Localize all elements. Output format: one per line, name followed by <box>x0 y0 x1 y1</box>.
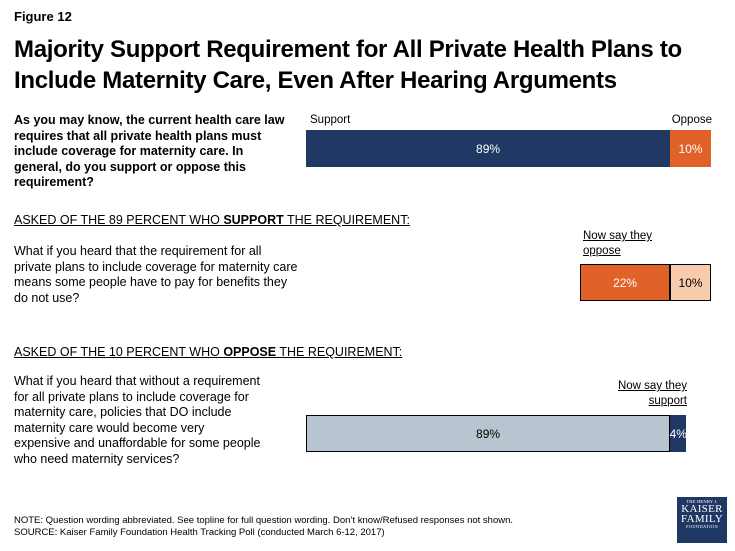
bar-now-support <box>670 415 686 452</box>
section-header-oppose-pre: ASKED OF THE 10 PERCENT WHO <box>14 345 224 359</box>
now-support-label <box>618 379 687 409</box>
bar-oppose <box>670 130 711 167</box>
now-oppose-label-line1: Now say they <box>583 230 653 242</box>
now-oppose-label-line2: oppose <box>583 245 621 257</box>
legend-oppose-label: Oppose <box>671 114 712 126</box>
note-text: NOTE: Question wording abbreviated. See topline for full question wording. Don’t know/Refused responses not shown. <box>14 515 514 526</box>
section-header-oppose <box>14 345 402 359</box>
kff-logo <box>677 497 727 543</box>
bar-still-support-label: 89% <box>476 426 501 441</box>
logo-line-3: FAMILY <box>680 513 724 525</box>
section-header-support-bold: SUPPORT <box>223 213 284 227</box>
bar-now-support-label: 4% <box>669 426 687 441</box>
bar-still-support <box>306 415 670 452</box>
chart-title: Majority Support Requirement for All Private Health Plans to Include Maternity Care, Even After Hearing Arguments <box>14 36 682 94</box>
legend-support-label: Support <box>310 114 351 126</box>
now-oppose-label <box>583 229 652 259</box>
bar-oppose-label: 10% <box>678 141 703 156</box>
figure-label: Figure 12 <box>14 9 72 24</box>
now-support-label-line2: support <box>648 395 687 407</box>
bar-still-oppose-remainder-label: 10% <box>678 275 703 290</box>
question-2-text: What if you heard that the requirement for all private plans to include coverage for maternity care means some people have to pay for benefits they do not use? <box>14 244 298 305</box>
bar-now-oppose-label: 22% <box>613 275 638 290</box>
section-header-oppose-post: THE REQUIREMENT: <box>276 345 403 359</box>
section-header-oppose-bold: OPPOSE <box>223 345 277 359</box>
logo-line-4: FOUNDATION <box>686 524 718 529</box>
bar-now-oppose <box>580 264 670 301</box>
bar-still-oppose-remainder <box>670 264 711 301</box>
section-header-support-post: THE REQUIREMENT: <box>283 213 410 227</box>
logo-line-2: KAISER <box>681 503 723 515</box>
source-text: SOURCE: Kaiser Family Foundation Health Tracking Poll (conducted March 6-12, 2017) <box>14 527 385 538</box>
question-1-text: As you may know, the current health care law requires that all private health plans must include coverage for maternity care. In general, do you support or oppose this requirement? <box>14 113 285 189</box>
bar-support <box>306 130 670 167</box>
section-header-support-pre: ASKED OF THE 89 PERCENT WHO <box>14 213 224 227</box>
footnotes <box>14 515 634 539</box>
question-3-text: What if you heard that without a requirement for all private plans to include coverage for maternity care, policies that DO include maternity care would become very expensive and unaffordable for some people who need maternity services? <box>14 374 261 466</box>
section-header-support <box>14 213 410 227</box>
bar-support-label: 89% <box>476 141 501 156</box>
logo-line-1: THE HENRY J. <box>686 499 718 504</box>
now-support-label-line1: Now say they <box>617 380 687 392</box>
